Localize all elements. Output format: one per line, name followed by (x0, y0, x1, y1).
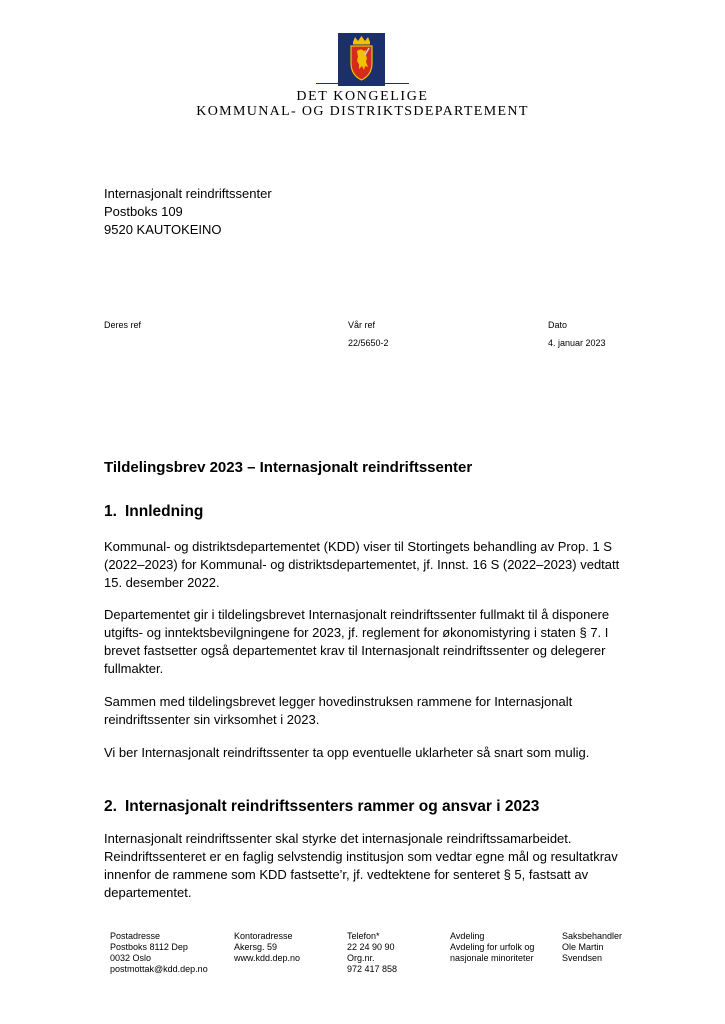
section-heading-1 (104, 503, 203, 521)
footer-line: Ole Martin (562, 942, 604, 952)
paragraph (104, 606, 644, 678)
footer-label: Postadresse (110, 931, 161, 941)
footer-label: Avdeling (450, 931, 485, 941)
footer-line: 0032 Oslo (110, 953, 152, 963)
footer-line: 972 417 858 (347, 964, 398, 974)
footer-line: Postboks 8112 Dep (110, 942, 188, 952)
footer-line: Org.nr. (347, 953, 375, 963)
section-title: Innledning (125, 503, 204, 520)
text-line: innenfor de rammene som KDD fastsette’r, jf. vedtektene for senteret § 5, fastsatt av (104, 867, 589, 882)
paragraph (104, 744, 644, 762)
var-ref-label: Vår ref (348, 320, 376, 330)
text-line: Departementet gir i tildelingsbrevet Internasjonalt reindriftssenter fullmakt til å disponere (104, 607, 610, 622)
paragraph (104, 538, 644, 592)
coat-of-arms-icon (338, 33, 385, 86)
letter-title: Tildelingsbrev 2023 – Internasjonalt reindriftssenter (104, 459, 473, 476)
text-line: reindriftssenter sin virksomhet i 2023. (104, 712, 320, 727)
text-line: utgifts- og inntektsbevilgningene for 2023, jf. reglement for økonomistyring i staten § 7. I (104, 625, 609, 640)
department-name-line2: KOMMUNAL- OG DISTRIKTSDEPARTEMENT (196, 104, 529, 119)
text-line: Vi ber Internasjonalt reindriftssenter ta opp eventuelle uklarheter så snart som mulig. (104, 745, 590, 760)
text-line: (2022–2023) for Kommunal- og distriktsdepartementet, jf. Innst. 16 S (2022–2023) vedtatt (104, 557, 620, 572)
footer-telefon (347, 931, 397, 975)
recipient-box: Postboks 109 (104, 204, 183, 219)
footer-email: postmottak@kdd.dep.no (110, 964, 208, 974)
footer-label: Telefon* (347, 931, 380, 941)
footer-line: 22 24 90 90 (347, 942, 395, 952)
text-line: 15. desember 2022. (104, 575, 220, 590)
text-line: departementet. (104, 885, 192, 900)
footer-website: www.kdd.dep.no (234, 953, 301, 963)
section-number: 1. (104, 503, 117, 520)
footer-line: Avdeling for urfolk og (450, 942, 535, 952)
footer-label: Kontoradresse (234, 931, 293, 941)
text-line: fullmakter. (104, 661, 164, 676)
footer-postadresse (110, 931, 208, 975)
text-line: Sammen med tildelingsbrevet legger hovedinstruksen rammene for Internasjonalt (104, 694, 573, 709)
paragraph (104, 693, 644, 729)
department-name-line1: DET KONGELIGE (296, 89, 429, 104)
footer-line: Akersg. 59 (234, 942, 278, 952)
footer-line: Svendsen (562, 953, 603, 963)
paragraph (104, 830, 644, 902)
footer-saksbehandler (562, 931, 622, 964)
dato-label: Dato (548, 320, 568, 330)
var-ref-value: 22/5650-2 (348, 338, 389, 348)
recipient-address (104, 185, 272, 239)
recipient-name: Internasjonalt reindriftssenter (104, 186, 272, 201)
text-line: brevet fastsetter også departementet krav til Internasjonalt reindriftssenter og delegerer (104, 643, 606, 658)
recipient-city: 9520 KAUTOKEINO (104, 222, 222, 237)
footer-line: nasjonale minoriteter (450, 953, 534, 963)
text-line: Internasjonalt reindriftssenter skal styrke det internasjonale reindriftssamarbeidet. (104, 831, 572, 846)
text-line: Reindriftssenteret er en faglig selvstendig institusjon som vedtar egne mål og resultatkrav (104, 849, 618, 864)
section-title: Internasjonalt reindriftssenters rammer og ansvar i 2023 (125, 798, 540, 815)
section-heading-2 (104, 798, 539, 816)
footer-avdeling (450, 931, 534, 964)
footer-label: Saksbehandler (562, 931, 623, 941)
section-number: 2. (104, 798, 117, 815)
header-rule (316, 83, 409, 84)
deres-ref-label: Deres ref (104, 320, 142, 330)
text-line: Kommunal- og distriktsdepartementet (KDD) viser til Stortingets behandling av Prop. 1 S (104, 539, 612, 554)
footer-kontoradresse (234, 931, 300, 964)
dato-value: 4. januar 2023 (548, 338, 606, 348)
